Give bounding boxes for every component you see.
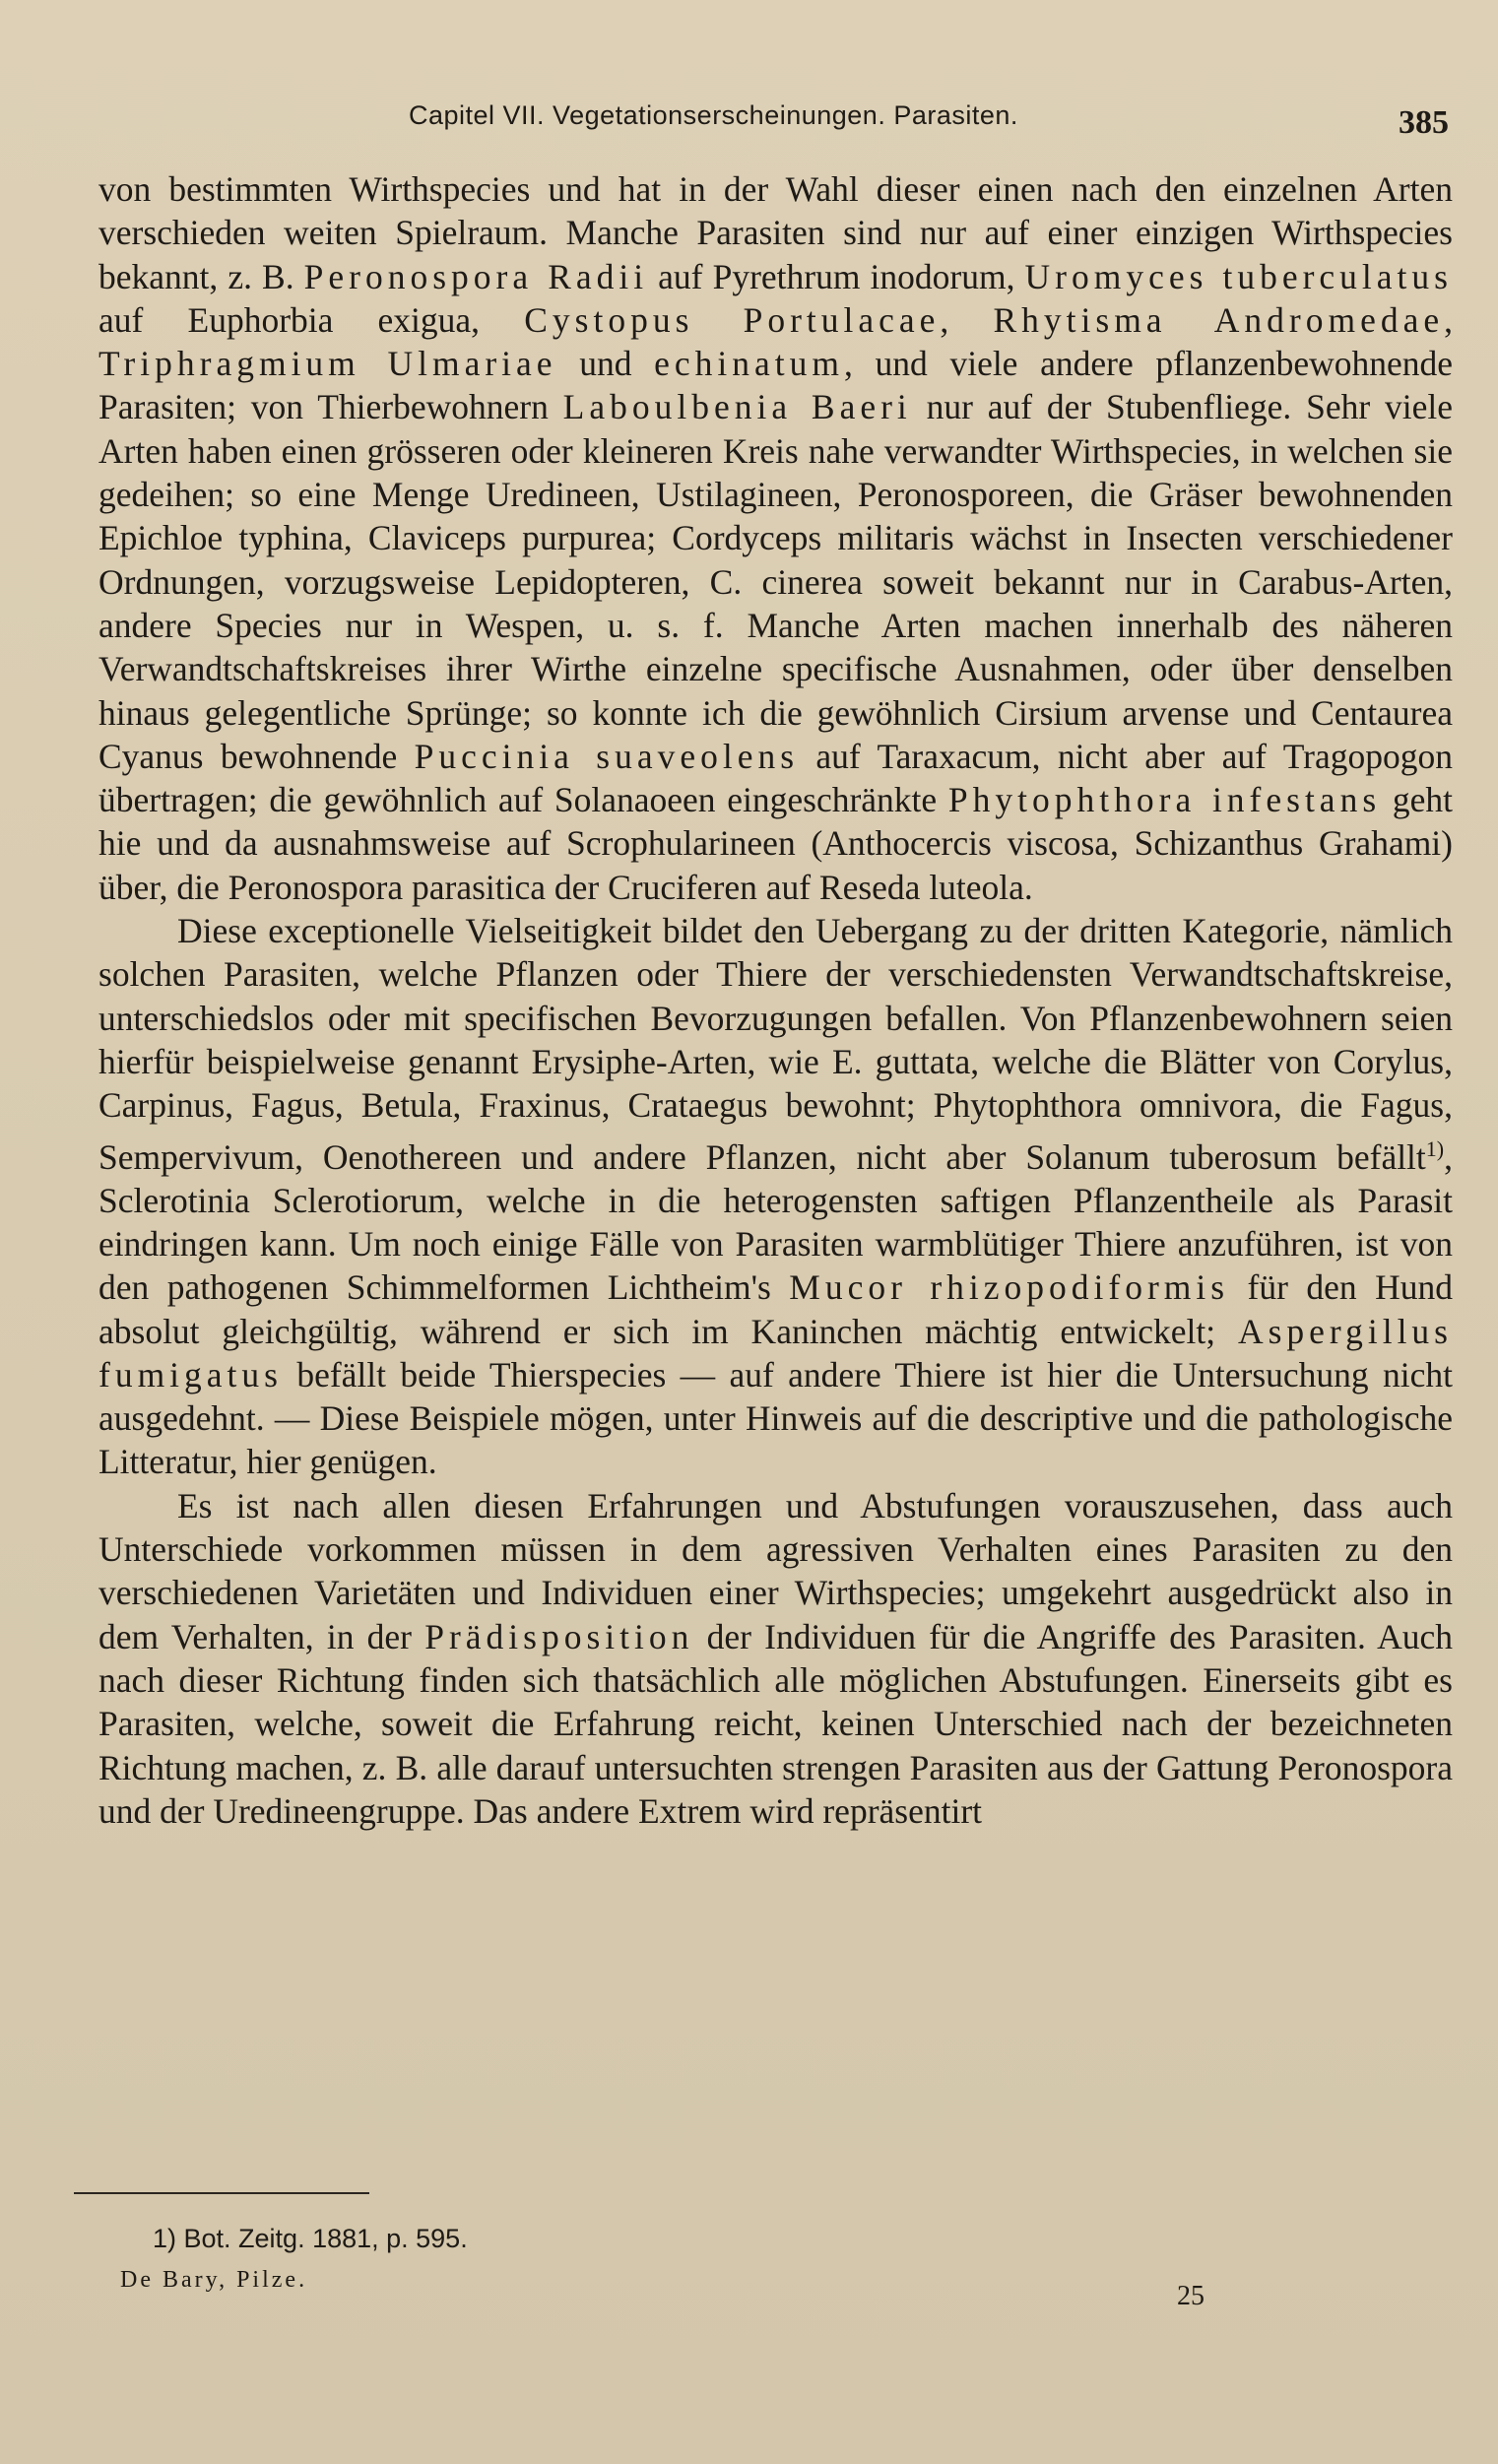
text-run: befällt beide Thierspecies — auf andere Thiere ist hier die Untersuchung nicht ausgedehnt. — Diese Beispiele mögen, unter Hinweis auf die descriptive und die pathologische Litteratur, hier genügen. xyxy=(98,1354,1453,1482)
spaced-species-name: Prädisposition xyxy=(424,1616,694,1656)
signature-mark: De Bary, Pilze. xyxy=(120,2267,308,2293)
spaced-species-name: Laboulbenia Baeri xyxy=(562,387,912,427)
text-run: und xyxy=(556,344,655,384)
spaced-species-name: Cystopus Portulacae xyxy=(524,299,941,340)
text-run: für den Hund absolut gleichgültig, während er sich im Kaninchen mächtig entwickelt; xyxy=(98,1267,1453,1351)
spaced-species-name: Triphragmium Ulmariae xyxy=(98,344,557,384)
text-run: , xyxy=(1444,299,1453,340)
body-text xyxy=(98,167,1453,1833)
text-run: Diese exceptionelle Vielseitigkeit bildet den Uebergang zu der dritten Kategorie, nämlich solchen Parasiten, welche Pflanzen oder Thiere der verschiedensten Verwandtschaftskreise, unterschiedslos oder mit specifischen Bevorzugungen befallen. Von Pflanzenbewohnern seien hierfür beispielweise genannt Erysiphe-Arten, wie E. guttata, welche die Blätter von Corylus, Carpinus, Fagus, Betula, Fraxinus, Crataegus bewohnt; Phytophthora omnivora, die Fagus, Sempervivum, Oenothereen und andere Pflanzen, nicht aber Solanum tuberosum befällt xyxy=(98,911,1453,1177)
paragraph xyxy=(98,1484,1453,1833)
signature-sheet-number: 25 xyxy=(1177,2281,1205,2311)
page-number: 385 xyxy=(1399,104,1449,141)
text-run: von bestimmten Wirthspecies und hat in der Wahl dieser einen nach den einzelnen Arten verschieden weiten Spielraum. Manche Parasiten sind nur auf einer einzigen Wirthspecies bekannt, z. B. xyxy=(98,169,1453,296)
paragraph xyxy=(98,909,1453,1484)
spaced-species-name: Aspergillus fumigatus xyxy=(98,1311,1453,1394)
spaced-species-name: Phytophthora infestans xyxy=(947,780,1382,820)
spaced-species-name: Rhytisma Andromedae xyxy=(993,299,1445,340)
footnote-ref: 1) xyxy=(1425,1135,1445,1161)
text-run: auf Euphorbia exigua, xyxy=(98,299,525,340)
spaced-species-name: Uromyces tuberculatus xyxy=(1024,256,1453,296)
footnote: 1) Bot. Zeitg. 1881, p. 595. xyxy=(153,2224,468,2253)
footnote-rule xyxy=(74,2192,369,2194)
spaced-species-name: Peronospora Radii xyxy=(303,256,649,296)
text-run: auf Taraxacum, nicht aber auf Tragopogon übertragen; die gewöhnlich auf Solanaoeen eingeschränkte xyxy=(98,736,1453,820)
text-run: der Individuen für die Angriffe des Parasiten. Auch nach dieser Richtung finden sich thatsächlich alle möglichen Abstufungen. Einerseits gibt es Parasiten, welche, soweit die Erfahrung reicht, keinen Unterschied nach der bezeichneten Richtung machen, z. B. alle darauf untersuchten strengen Parasiten aus der Gattung Peronospora und der Uredineengruppe. Das andere Extrem wird repräsentirt xyxy=(98,1616,1453,1831)
text-run: , und viele andere pflanzenbewohnende Parasiten; von Thierbewohnern xyxy=(98,344,1453,427)
text-run: Es ist nach allen diesen Erfahrungen und Abstufungen vorauszusehen, dass auch Unterschiede vorkommen müssen in dem agressiven Verhalten eines Parasiten zu den verschiedenen Varietäten und Individuen einer Wirthspecies; umgekehrt ausgedrückt also in dem Verhalten, in der xyxy=(98,1485,1453,1656)
text-run: , xyxy=(940,299,994,340)
paragraph xyxy=(98,167,1453,909)
text-run: geht hie und da ausnahmsweise auf Scrophularineen (Anthocercis viscosa, Schizanthus Grahami) über, die Peronospora parasitica der Cruciferen auf Reseda luteola. xyxy=(98,780,1453,907)
spaced-species-name: echinatum xyxy=(654,344,844,384)
spaced-species-name: Puccinia suaveolens xyxy=(414,736,800,776)
text-run: , Sclerotinia Sclerotiorum, welche in die heterogensten saftigen Pflanzentheile als Parasit eindringen kann. Um noch einige Fälle von Parasiten warmblütiger Thiere anzuführen, ist von den pathogenen Schimmelformen Lichtheim's xyxy=(98,1136,1453,1308)
spaced-species-name: Mucor rhizopodiformis xyxy=(789,1267,1230,1308)
text-run: nur auf der Stubenfliege. Sehr viele Arten haben einen grösseren oder kleineren Kreis nahe verwandter Wirthspecies, in welchen sie gedeihen; so eine Menge Uredineen, Ustilagineen, Peronosporeen, die Gräser bewohnenden Epichloe typhina, Claviceps purpurea; Cordyceps militaris wächst in Insecten verschiedener Ordnungen, vorzugsweise Lepidopteren, C. cinerea soweit bekannt nur in Carabus-Arten, andere Species nur in Wespen, u. s. f. Manche Arten machen innerhalb des näheren Verwandtschaftskreises ihrer Wirthe einzelne specifische Ausnahmen, oder über denselben hinaus gelegentliche Sprünge; so konnte ich die gewöhnlich Cirsium arvense und Centaurea Cyanus bewohnende xyxy=(98,387,1453,776)
text-run: auf Pyrethrum inodorum, xyxy=(648,256,1025,296)
running-title: Capitel VII. Vegetationserscheinungen. Parasiten. xyxy=(409,100,1018,130)
running-head xyxy=(0,95,1498,150)
